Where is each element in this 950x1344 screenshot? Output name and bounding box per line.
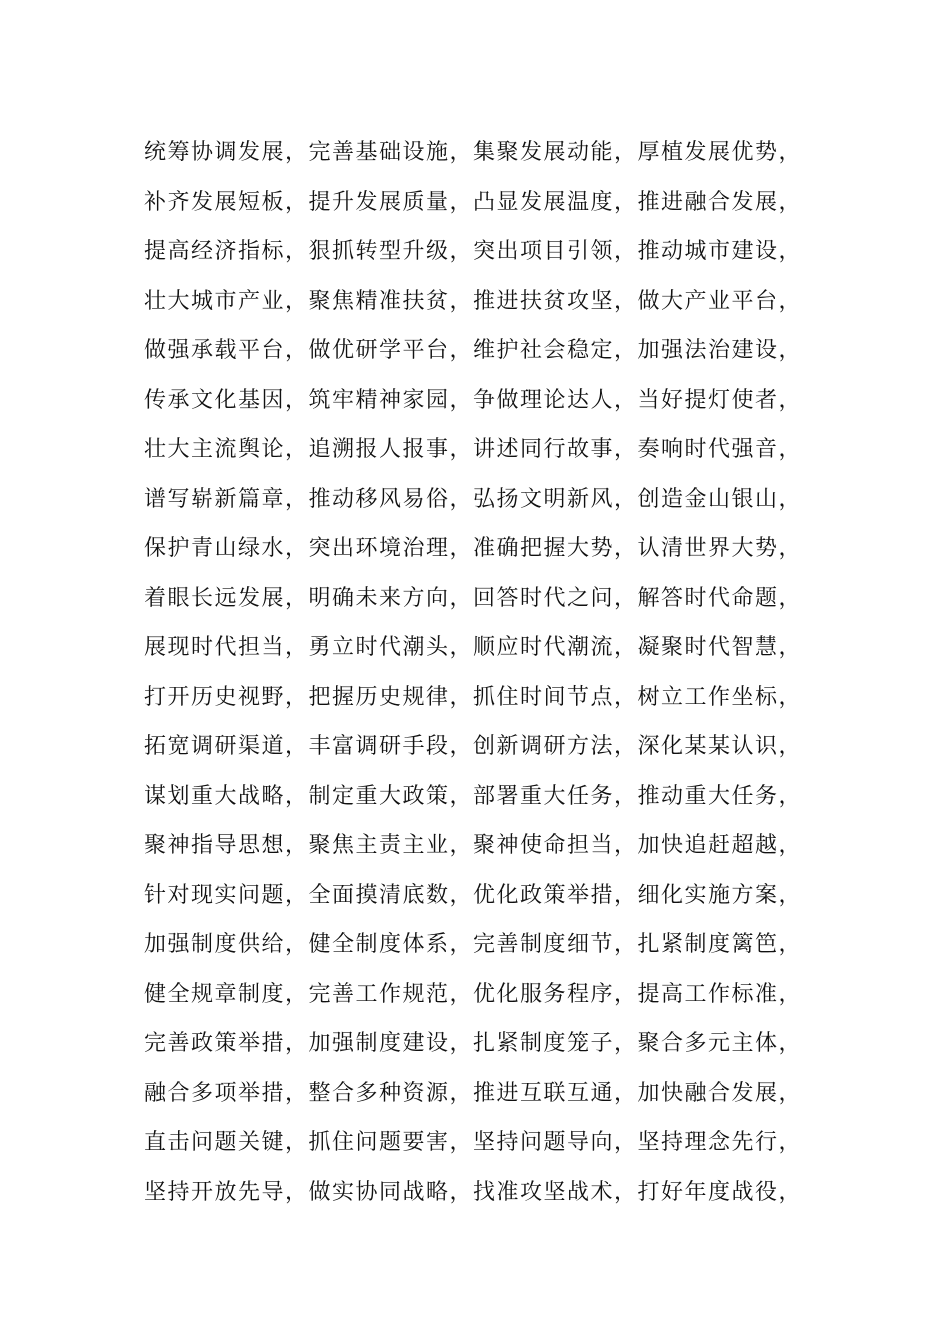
text-line: 保护青山绿水，突出环境治理，准确把握大势，认清世界大势，: [144, 536, 803, 561]
text-line: 融合多项举措，整合多种资源，推进互联互通，加快融合发展，: [144, 1080, 803, 1106]
text-line: 健全规章制度，完善工作规范，优化服务程序，提高工作标准，: [144, 981, 803, 1007]
text-line: 壮大城市产业，聚焦精准扶贫，推进扶贫攻坚，做大产业平台，: [144, 288, 803, 314]
text-line: 加强制度供给，健全制度体系，完善制度细节，扎紧制度篱笆，: [144, 932, 803, 957]
text-line: 展现时代担当，勇立时代潮头，顺应时代潮流，凝聚时代智慧，: [144, 635, 803, 660]
text-line: 打开历史视野，把握历史规律，抓住时间节点，树立工作坐标，: [144, 684, 803, 710]
text-line: 直击问题关键，抓住问题要害，坚持问题导向，坚持理念先行，: [144, 1130, 803, 1155]
text-line: 统筹协调发展，完善基础设施，集聚发展动能，厚植发展优势，: [144, 140, 803, 165]
text-line: 坚持开放先导，做实协同战略，找准攻坚战术，打好年度战役，: [144, 1179, 803, 1205]
text-line: 谋划重大战略，制定重大政策，部署重大任务，推动重大任务，: [144, 783, 803, 809]
text-line: 聚神指导思想，聚焦主责主业，聚神使命担当，加快追赶超越，: [144, 833, 803, 858]
text-line: 壮大主流舆论，追溯报人报事，讲述同行故事，奏响时代强音，: [144, 437, 803, 462]
text-line: 提高经济指标，狠抓转型升级，突出项目引领，推动城市建设，: [144, 239, 803, 264]
text-line: 完善政策举措，加强制度建设，扎紧制度笼子，聚合多元主体，: [144, 1031, 803, 1056]
text-line: 传承文化基因，筑牢精神家园，争做理论达人，当好提灯使者，: [144, 387, 803, 413]
text-line: 谱写崭新篇章，推动移风易俗，弘扬文明新风，创造金山银山，: [144, 486, 803, 512]
text-line: 拓宽调研渠道，丰富调研手段，创新调研方法，深化某某认识，: [144, 734, 803, 759]
text-line: 补齐发展短板，提升发展质量，凸显发展温度，推进融合发展，: [144, 189, 803, 215]
text-line: 做强承载平台，做优研学平台，维护社会稳定，加强法治建设，: [144, 338, 803, 363]
body-text: [144, 128, 803, 1217]
text-line: 着眼长远发展，明确未来方向，回答时代之问，解答时代命题，: [144, 585, 803, 611]
text-line: 针对现实问题，全面摸清底数，优化政策举措，细化实施方案，: [144, 882, 803, 908]
